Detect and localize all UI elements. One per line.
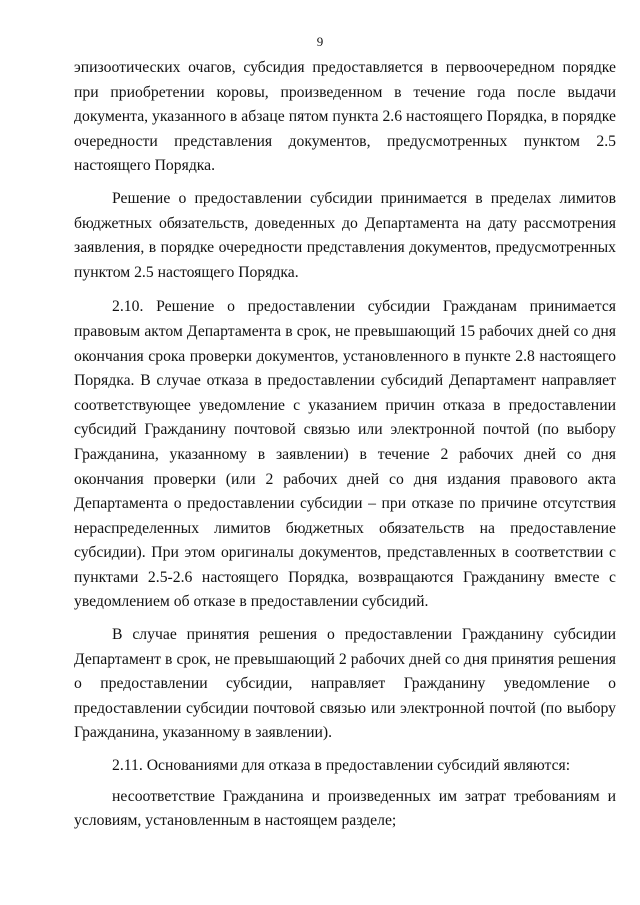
paragraph-decision-limits: Решение о предоставлении субсидии принимается в пределах лимитов бюджетных обязательств, доведенных до Департамента на дату рассмотрения заявления, в порядке очередности представления документов, предусмотренных пунктом 2.5 настоящего Порядка. — [74, 189, 616, 281]
paragraph-2-11: 2.11. Основаниями для отказа в предоставлении субсидий являются: — [112, 757, 571, 775]
page-number: 9 — [316, 34, 324, 49]
paragraph-2-10: 2.10. Решение о предоставлении субсидии Гражданам принимается правовым актом Департамента в срок, не превышающий 15 рабочих дней со дня окончания срока проверки документов, установленного в пункте 2.8 настоящего Порядка. В случае отказа в предоставлении субсидий Департамент направляет соответствующее уведомление с указанием причин отказа в предоставлении субсидий Гражданину почтовой связью или электронной почтой (по выбору Гражданина, указанному в заявлении) в течение 2 рабочих дней со дня окончания проверки (или 2 рабочих дней со дня издания правового акта Департамента о предоставлении субсидии – при отказе по причине отсутствия нераспределенных лимитов бюджетных обязательств на предоставление субсидии). При этом оригиналы документов, представленных в соответствии с пунктами 2.5-2.6 настоящего Порядка, возвращаются Гражданину вместе с уведомлением об отказе в предоставлении субсидий. — [74, 298, 616, 611]
paragraph-continuation: эпизоотических очагов, субсидия предоставляется в первоочередном порядке при приобретении коровы, произведенном в течение года после выдачи документа, указанного в абзаце пятом пункта 2.6 настоящего Порядка, в порядке очередности представления документов, предусмотренных пунктом 2.5 настоящего Порядка. — [74, 59, 616, 175]
paragraph-refusal-ground: несоответствие Гражданина и произведенных им затрат требованиям и условиям, установленным в настоящем разделе; — [74, 787, 616, 830]
document-body — [74, 56, 616, 834]
paragraph-approval-notice: В случае принятия решения о предоставлении Гражданину субсидии Департамент в срок, не превышающий 2 рабочих дней со дня принятия решения о предоставлении субсидии, направляет Гражданину уведомление о предоставлении субсидии почтовой связью или электронной почтой (по выбору Гражданина, указанному в заявлении). — [74, 626, 616, 742]
